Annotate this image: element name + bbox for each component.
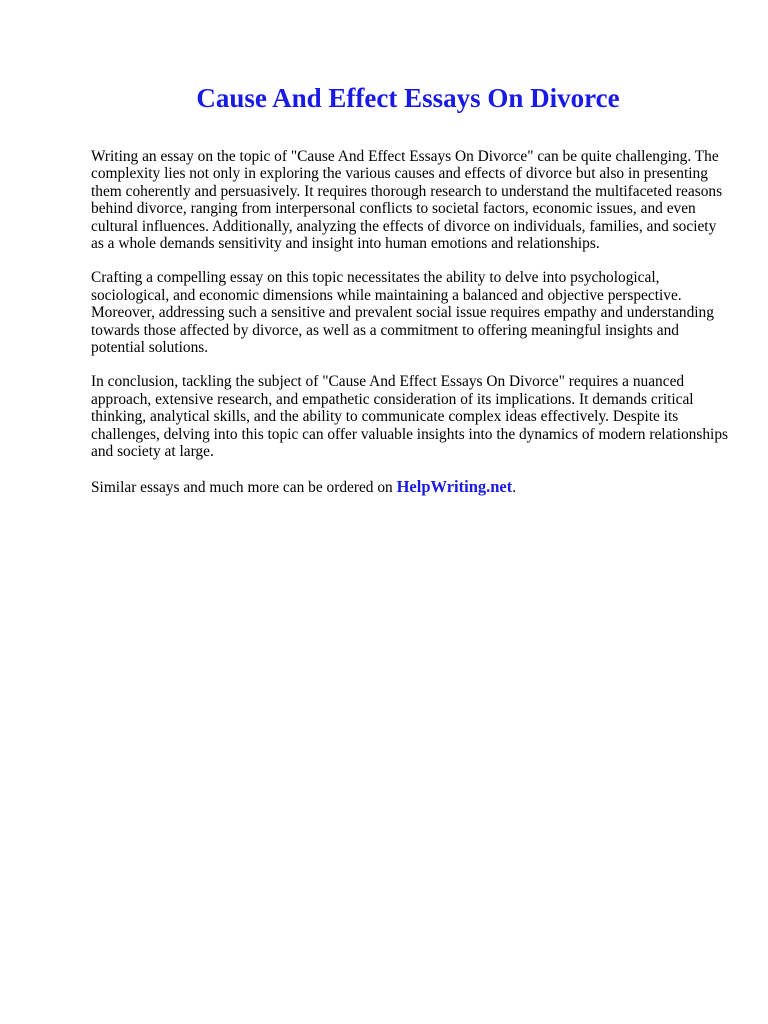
footer-suffix: .	[512, 478, 517, 496]
helpwriting-link[interactable]: HelpWriting.net	[396, 476, 513, 496]
paragraph-crafting: Crafting a compelling essay on this topic necessitates the ability to delve into psychological, sociological, and economic dimensions while maintaining a balanced and objective perspective. Moreover, addressing such a sensitive and prevalent social issue requires empathy and understanding towards those affected by divorce, as well as a commitment to offering meaningful insights and potential solutions.	[91, 269, 714, 357]
paragraph-conclusion: In conclusion, tackling the subject of "Cause And Effect Essays On Divorce" requires a nuanced approach, extensive research, and empathetic consideration of its implications. It demands critical thinking, analytical skills, and the ability to communicate complex ideas effectively. Despite its challenges, delving into this topic can offer valuable insights into the dynamics of modern relationships and society at large.	[91, 373, 729, 461]
paragraph-intro: Writing an essay on the topic of "Cause And Effect Essays On Divorce" can be quite challenging. The complexity lies not only in exploring the various causes and effects of divorce but also in presenting them coherently and persuasively. It requires thorough research to understand the multifaceted reasons behind divorce, ranging from interpersonal conflicts to societal factors, economic issues, and even cultural influences. Additionally, analyzing the effects of divorce on individuals, families, and society as a whole demands sensitivity and insight into human emotions and relationships.	[91, 148, 723, 253]
footer-line	[91, 478, 731, 496]
footer-prefix: Similar essays and much more can be ordered on	[91, 478, 397, 496]
page-title: Cause And Effect Essays On Divorce	[196, 83, 620, 113]
document-body	[91, 148, 731, 513]
